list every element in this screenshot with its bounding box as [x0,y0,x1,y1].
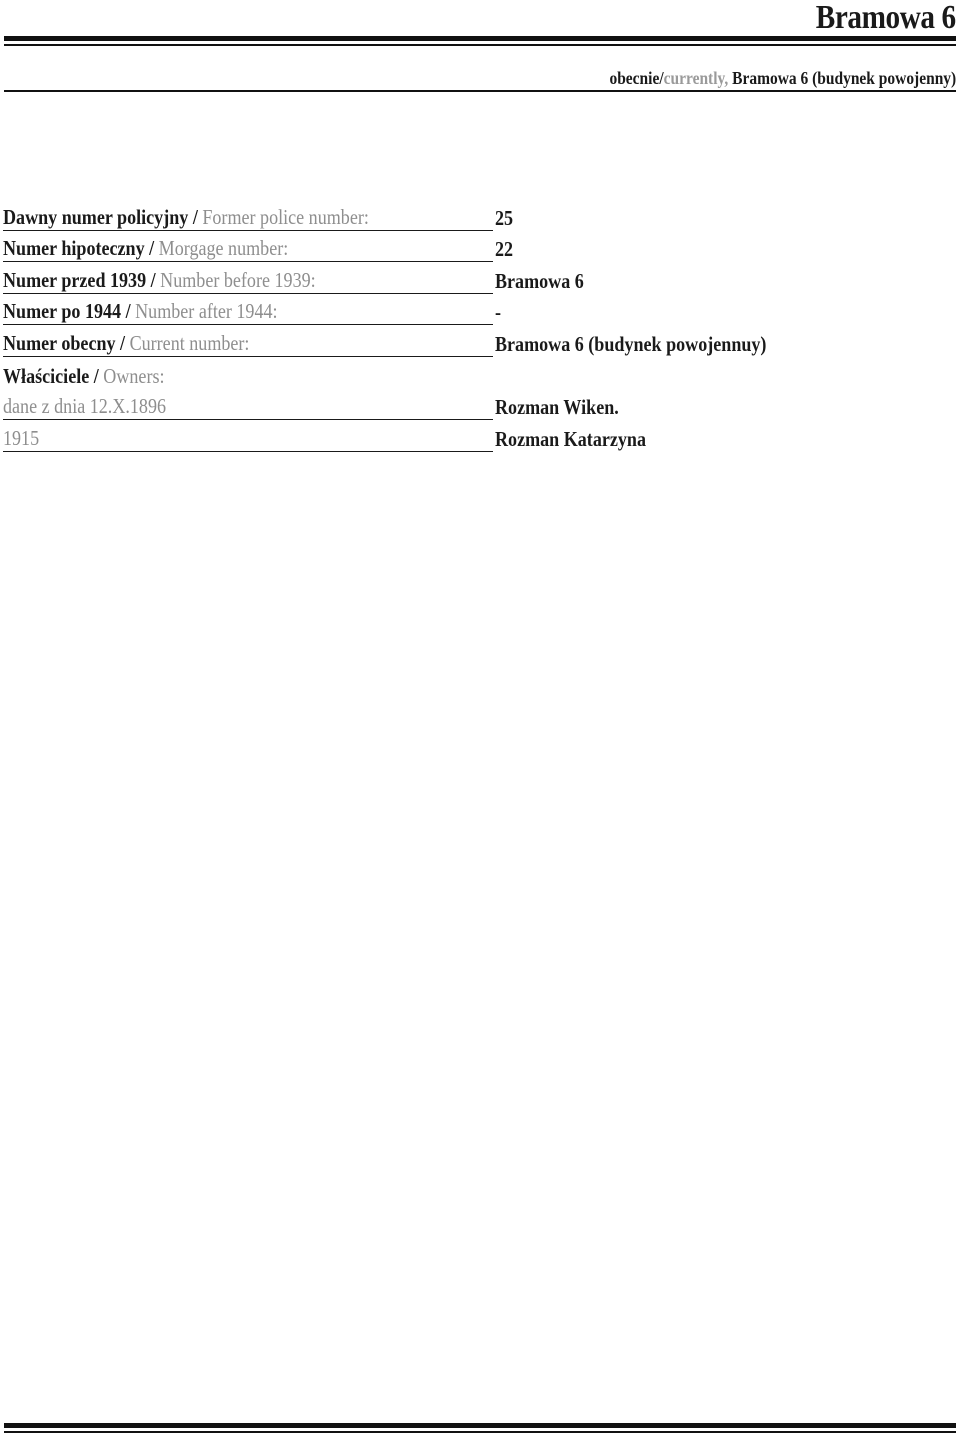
row-value: Bramowa 6 (budynek powojennuy) [495,331,767,356]
row-label [3,363,493,389]
header-rule-thick [4,36,956,41]
label-en: Owners: [103,363,165,388]
row-owners [3,361,903,393]
label-en: 1915 [3,425,40,450]
label-pl: Numer hipoteczny / [3,236,159,261]
label-pl: Numer po 1944 / [3,299,136,324]
row-value: 25 [495,205,514,230]
row-number-before-1939 [3,266,903,298]
footer-rule-thick [4,1423,956,1428]
row-value: Bramowa 6 [495,268,584,293]
subtitle-prefix: obecnie/ [609,68,664,88]
label-pl: Numer przed 1939 / [3,267,161,292]
row-label [3,235,493,262]
label-en: Morgage number: [158,236,289,261]
label-pl: Właściciele / [3,363,104,388]
subtitle-value: Bramowa 6 (budynek powojenny) [731,68,956,88]
row-value: 22 [495,237,514,262]
label-en: Number after 1944: [135,299,278,324]
row-label [3,298,493,325]
subtitle [609,68,956,89]
row-label [3,204,493,231]
row-value: Rozman Wiken. [495,395,619,420]
info-table [3,203,903,456]
row-current-number [3,329,903,361]
row-label [3,393,493,420]
row-owner-1915 [3,424,903,456]
subtitle-grey: currently, [663,68,729,88]
row-value: - [495,300,502,325]
page-title: Bramowa 6 [816,0,956,36]
row-number-after-1944 [3,298,903,330]
label-en: Number before 1939: [160,267,316,292]
row-former-police-number [3,203,903,235]
row-label [3,330,493,357]
header-rule-thin [4,44,956,46]
row-owner-1896 [3,393,903,425]
row-mortgage-number [3,235,903,267]
label-en: Current number: [129,330,250,355]
row-label [3,425,493,452]
row-value: Rozman Katarzyna [495,426,646,451]
label-en: Former police number: [202,204,369,229]
label-pl: Numer obecny / [3,330,130,355]
label-pl: Dawny numer policyjny / [3,204,203,229]
subtitle-underline [4,90,956,92]
row-label [3,267,493,294]
footer-rule-thin [4,1431,956,1433]
label-en: dane z dnia 12.X.1896 [3,394,167,419]
